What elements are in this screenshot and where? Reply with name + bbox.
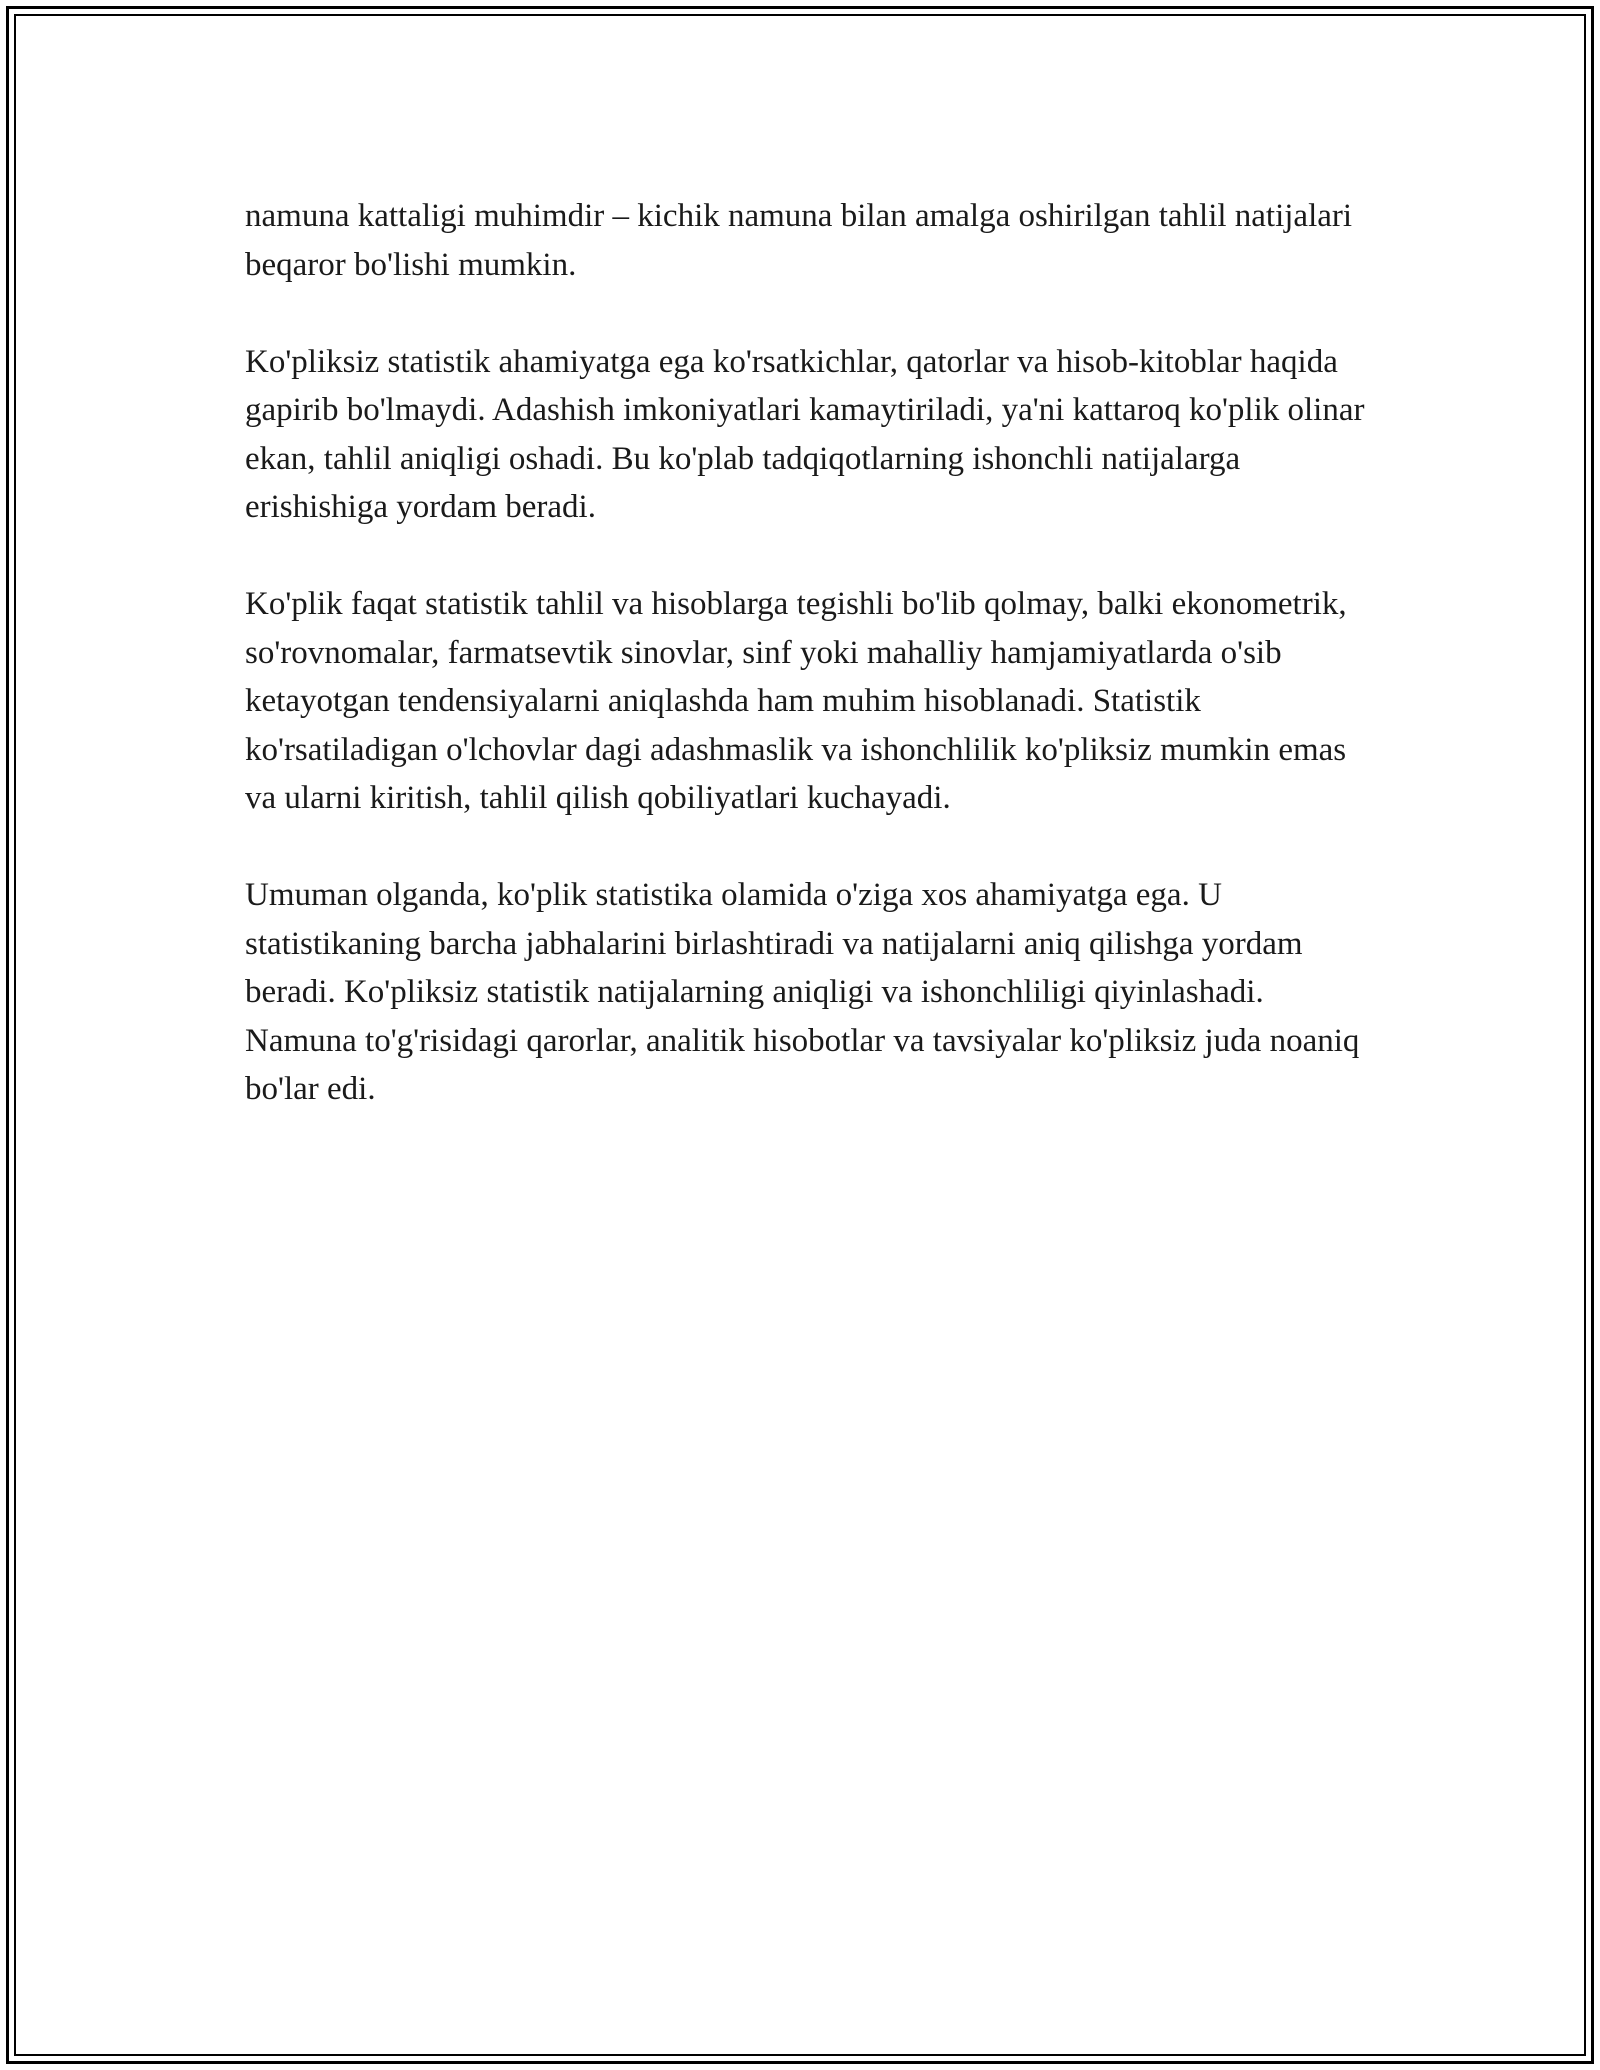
page-frame	[6, 6, 1594, 2064]
paragraph-3: Ko'plik faqat statistik tahlil va hisoblarga tegishli bo'lib qolmay, balki ekonometrik, so'rovnomalar, farmatsevtik sinovlar, sinf yoki mahalliy hamjamiyatlarda o'sib ketayotgan tendensiyalarni aniqlashda ham muhim hisoblanadi. Statistik ko'rsatiladigan o'lchovlar dagi adashmaslik va ishonchlilik ko'pliksiz mumkin emas va ularni kiritish, tahlil qilish qobiliyatlari kuchayadi.	[245, 586, 1347, 816]
document-body	[245, 192, 1375, 1162]
paragraph-2: Ko'pliksiz statistik ahamiyatga ega ko'rsatkichlar, qatorlar va hisob-kitoblar haqida gapirib bo'lmaydi. Adashish imkoniyatlari kamaytiriladi, ya'ni kattaroq ko'plik olinar ekan, tahlil aniqligi oshadi. Bu ko'plab tadqiqotlarning ishonchli natijalarga erishishiga yordam beradi.	[245, 343, 1365, 525]
paragraph-4: Umuman olganda, ko'plik statistika olamida o'ziga xos ahamiyatga ega. U statistikaning barcha jabhalarini birlashtiradi va natijalarni aniq qilishga yordam beradi. Ko'pliksiz statistik natijalarning aniqligi va ishonchliligi qiyinlashadi. Namuna to'g'risidagi qarorlar, analitik hisobotlar va tavsiyalar ko'pliksiz juda noaniq bo'lar edi.	[245, 877, 1360, 1107]
paragraph-1: namuna kattaligi muhimdir – kichik namuna bilan amalga oshirilgan tahlil natijalari beqaror bo'lishi mumkin.	[245, 198, 1353, 283]
